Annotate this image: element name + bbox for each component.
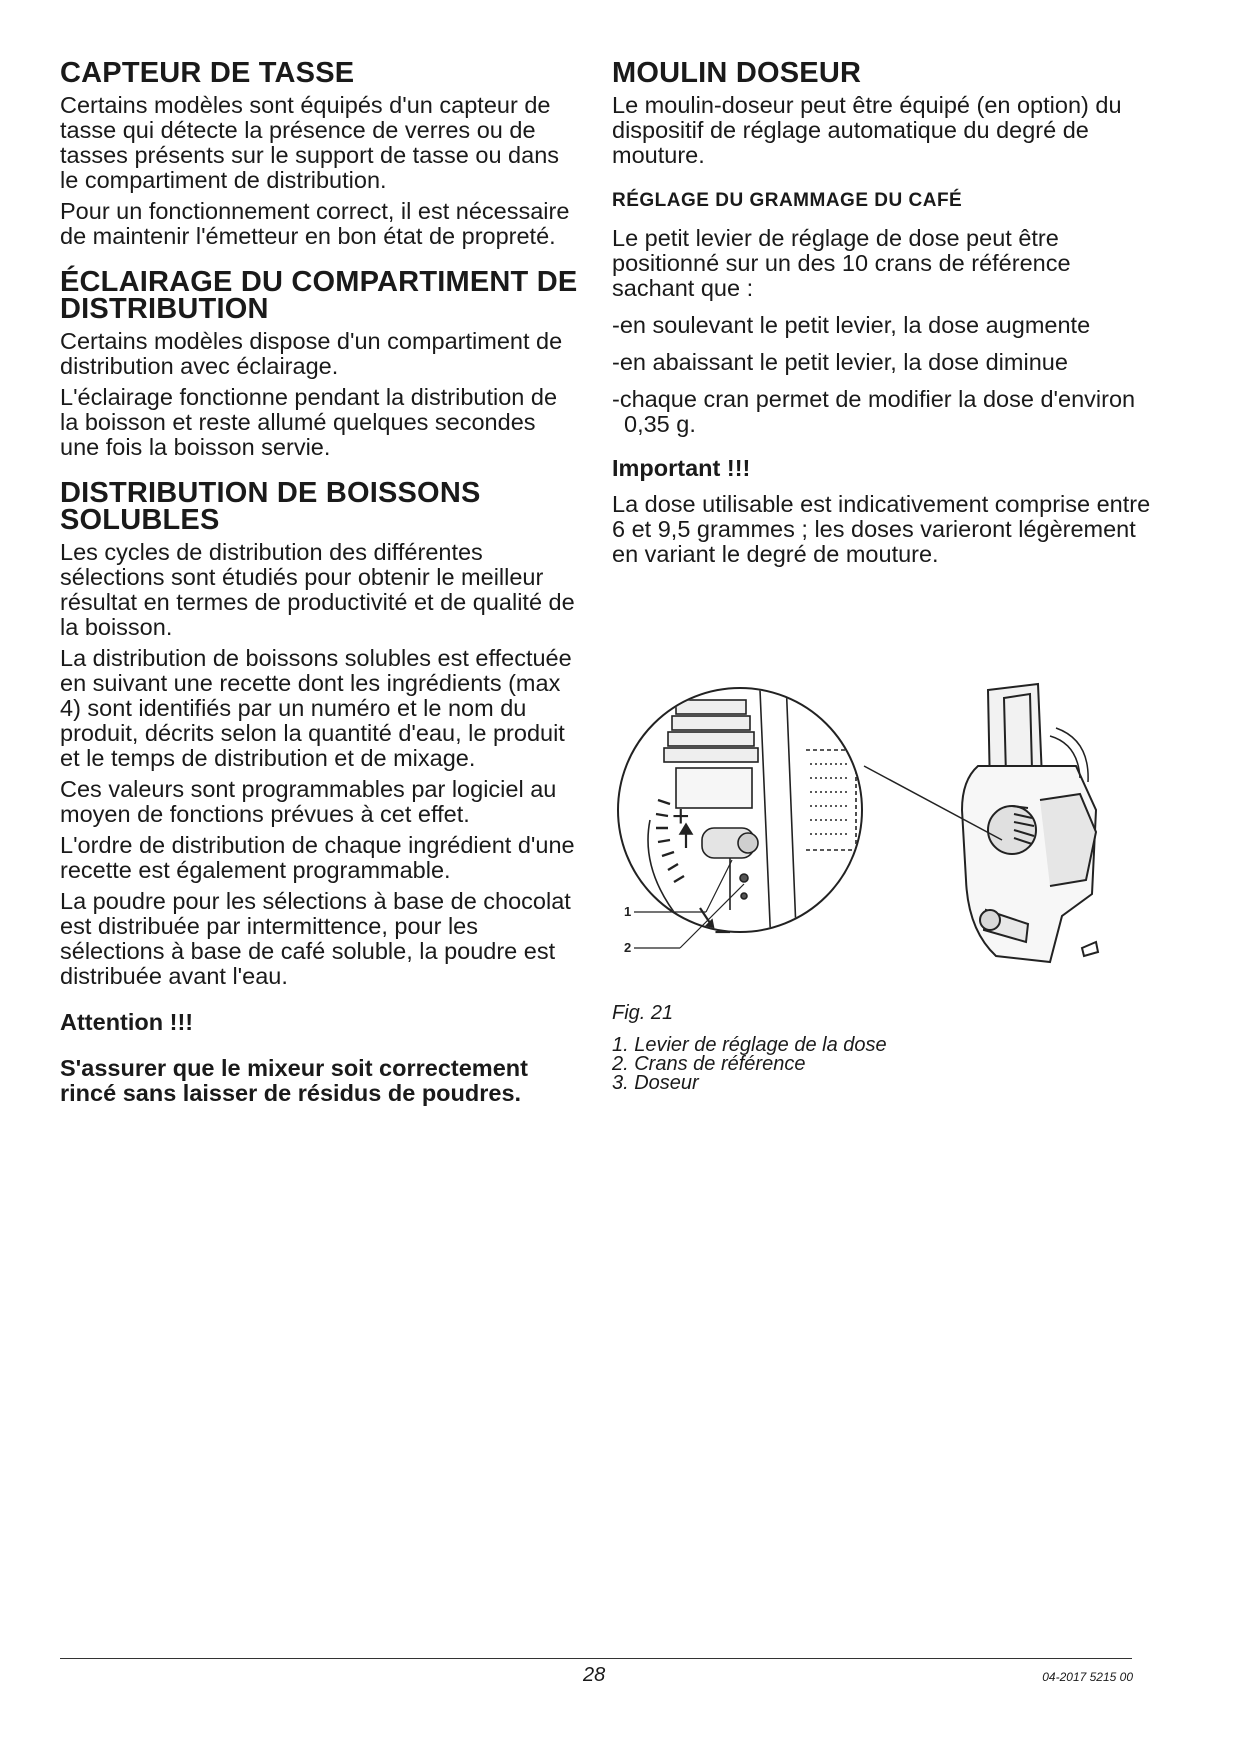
legend-item: 1. Levier de réglage de la dose	[612, 1034, 887, 1056]
section-title-solubles: DISTRIBUTION DE BOISSONS SOLUBLES	[60, 477, 481, 536]
paragraph: Certains modèles dispose d'un compartiment de distribution avec éclairage.	[60, 328, 563, 379]
plus-sign: +	[672, 800, 690, 833]
paragraph: Pour un fonctionnement correct, il est nécessaire de maintenir l'émetteur en bon état de propreté.	[60, 198, 570, 249]
right-column	[612, 57, 1152, 573]
document-code: 04-2017 5215 00	[1042, 1670, 1133, 1684]
list-item: - en abaissant le petit levier, la dose diminue	[612, 350, 1152, 375]
paragraph: L'éclairage fonctionne pendant la distribution de la boisson et reste allumé quelques secondes une fois la boisson servie.	[60, 384, 558, 460]
section-title-eclairage: ÉCLAIRAGE DU COMPARTIMENT DE DISTRIBUTION	[60, 266, 578, 325]
minus-sign: −	[714, 916, 732, 949]
left-column	[60, 57, 580, 1112]
doser-illustration	[610, 680, 1150, 1000]
list-item: - chaque cran permet de modifier la dose d'environ 0,35 g.	[612, 387, 1152, 437]
paragraph: Certains modèles sont équipés d'un capteur de tasse qui détecte la présence de verres ou de tasses présents sur le support de tasse ou dans le compartiment de distribution.	[60, 92, 560, 193]
paragraph: Le petit levier de réglage de dose peut être positionné sur un des 10 crans de référence sachant que :	[612, 225, 1071, 301]
paragraph: La distribution de boissons solubles est effectuée en suivant une recette dont les ingrédients (max 4) sont identifiés par un numéro et le nom du produit, décrits selon la quantité d'eau, le produit et le temps de distribution et de mixage.	[60, 645, 572, 771]
page-number: 28	[583, 1664, 606, 1686]
footer-rule	[60, 1658, 1132, 1659]
doser-device	[962, 684, 1098, 962]
section-title-moulin: MOULIN DOSEUR	[612, 57, 862, 89]
callout-2: 2	[624, 940, 632, 955]
list-item: - en soulevant le petit levier, la dose augmente	[612, 313, 1152, 338]
attention-heading: Attention !!!	[60, 1009, 194, 1035]
figure-legend	[612, 1036, 887, 1093]
paragraph: L'ordre de distribution de chaque ingrédient d'une recette est également programmable.	[60, 832, 575, 883]
subsection-title: RÉGLAGE DU GRAMMAGE DU CAFÉ	[612, 190, 963, 211]
legend-item: 2. Crans de référence	[612, 1053, 806, 1075]
paragraph: Les cycles de distribution des différentes sélections sont étudiés pour obtenir le meilleur résultat en termes de productivité et de qualité de la boisson.	[60, 539, 575, 640]
paragraph: Le moulin-doseur peut être équipé (en option) du dispositif de réglage automatique du degré de mouture.	[612, 92, 1122, 168]
figure-21	[610, 680, 1150, 1000]
paragraph: La poudre pour les sélections à base de chocolat est distribuée par intermittence, pour les sélections à base de café soluble, la poudre est distribuée avant l'eau.	[60, 888, 571, 989]
important-heading: Important !!!	[612, 455, 751, 481]
legend-item: 3. Doseur	[612, 1072, 699, 1094]
dose-list	[612, 313, 1152, 437]
section-title-capteur: CAPTEUR DE TASSE	[60, 57, 355, 89]
callout-1: 1	[624, 904, 632, 919]
important-text: La dose utilisable est indicativement comprise entre 6 et 9,5 grammes ; les doses varieront légèrement en variant le degré de mouture.	[612, 491, 1151, 567]
paragraph: Ces valeurs sont programmables par logiciel au moyen de fonctions prévues à cet effet.	[60, 776, 557, 827]
figure-caption: Fig. 21	[612, 1002, 674, 1024]
attention-text: S'assurer que le mixeur soit correctement rincé sans laisser de résidus de poudres.	[60, 1055, 528, 1106]
